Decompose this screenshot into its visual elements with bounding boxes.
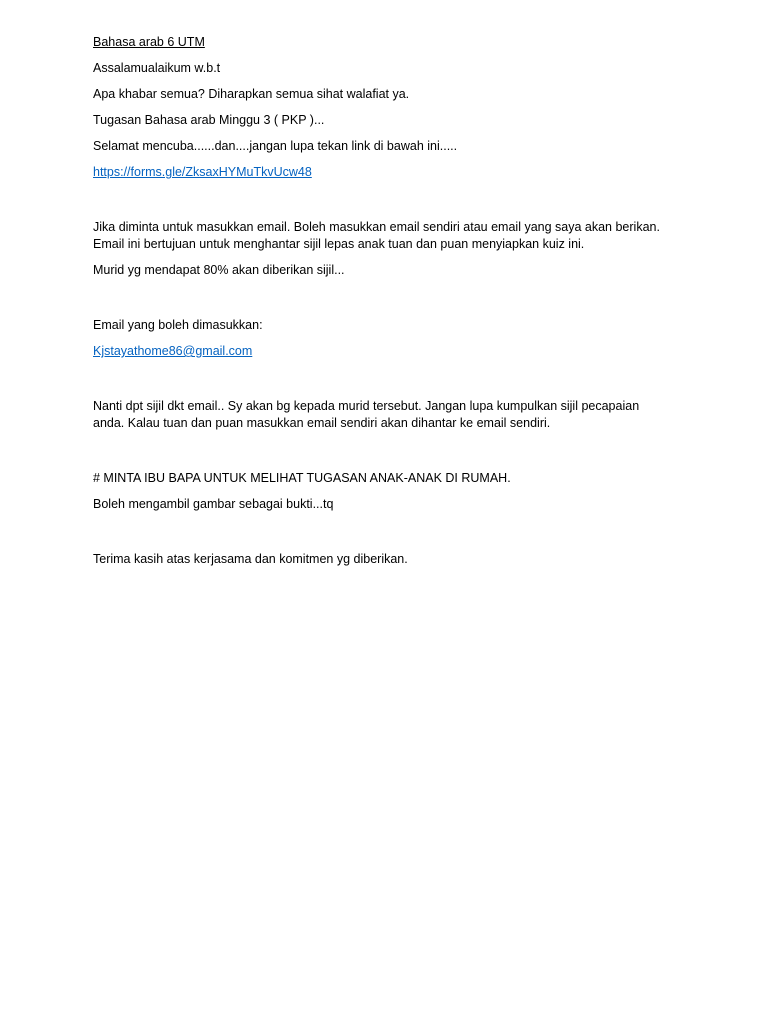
- delivery-note-text: Nanti dpt sijil dkt email.. Sy akan bg kepada murid tersebut. Jangan lupa kumpulkan sijil pecapaian anda. Kalau tuan dan puan masukkan email sendiri akan dihantar ke email sendiri.: [93, 399, 640, 430]
- form-link[interactable]: https://forms.gle/ZksaxHYMuTkvUcw48: [93, 165, 312, 179]
- thanks-text: Terima kasih atas kerjasama dan komitmen yg diberikan.: [93, 552, 408, 566]
- certificate-note-text: Murid yg mendapat 80% akan diberikan sijil...: [93, 263, 345, 277]
- assignment-text: Tugasan Bahasa arab Minggu 3 ( PKP )...: [93, 113, 325, 127]
- proof-note-text: Boleh mengambil gambar sebagai bukti...tq: [93, 497, 334, 511]
- greeting-text: Assalamualaikum w.b.t: [93, 61, 221, 75]
- instruction-text: Selamat mencuba......dan....jangan lupa tekan link di bawah ini.....: [93, 139, 458, 153]
- document-body: [93, 34, 673, 568]
- wellbeing-text: Apa khabar semua? Diharapkan semua sihat walafiat ya.: [93, 87, 410, 101]
- parents-note-text: # MINTA IBU BAPA UNTUK MELIHAT TUGASAN ANAK-ANAK DI RUMAH.: [93, 471, 511, 485]
- document-title: Bahasa arab 6 UTM: [93, 35, 205, 49]
- email-note-text: Jika diminta untuk masukkan email. Boleh masukkan email sendiri atau email yang saya akan berikan. Email ini bertujuan untuk menghantar sijil lepas anak tuan dan puan menyiapkan kuiz ini.: [93, 220, 660, 251]
- email-link[interactable]: Kjstayathome86@gmail.com: [93, 344, 253, 358]
- email-label-text: Email yang boleh dimasukkan:: [93, 318, 263, 332]
